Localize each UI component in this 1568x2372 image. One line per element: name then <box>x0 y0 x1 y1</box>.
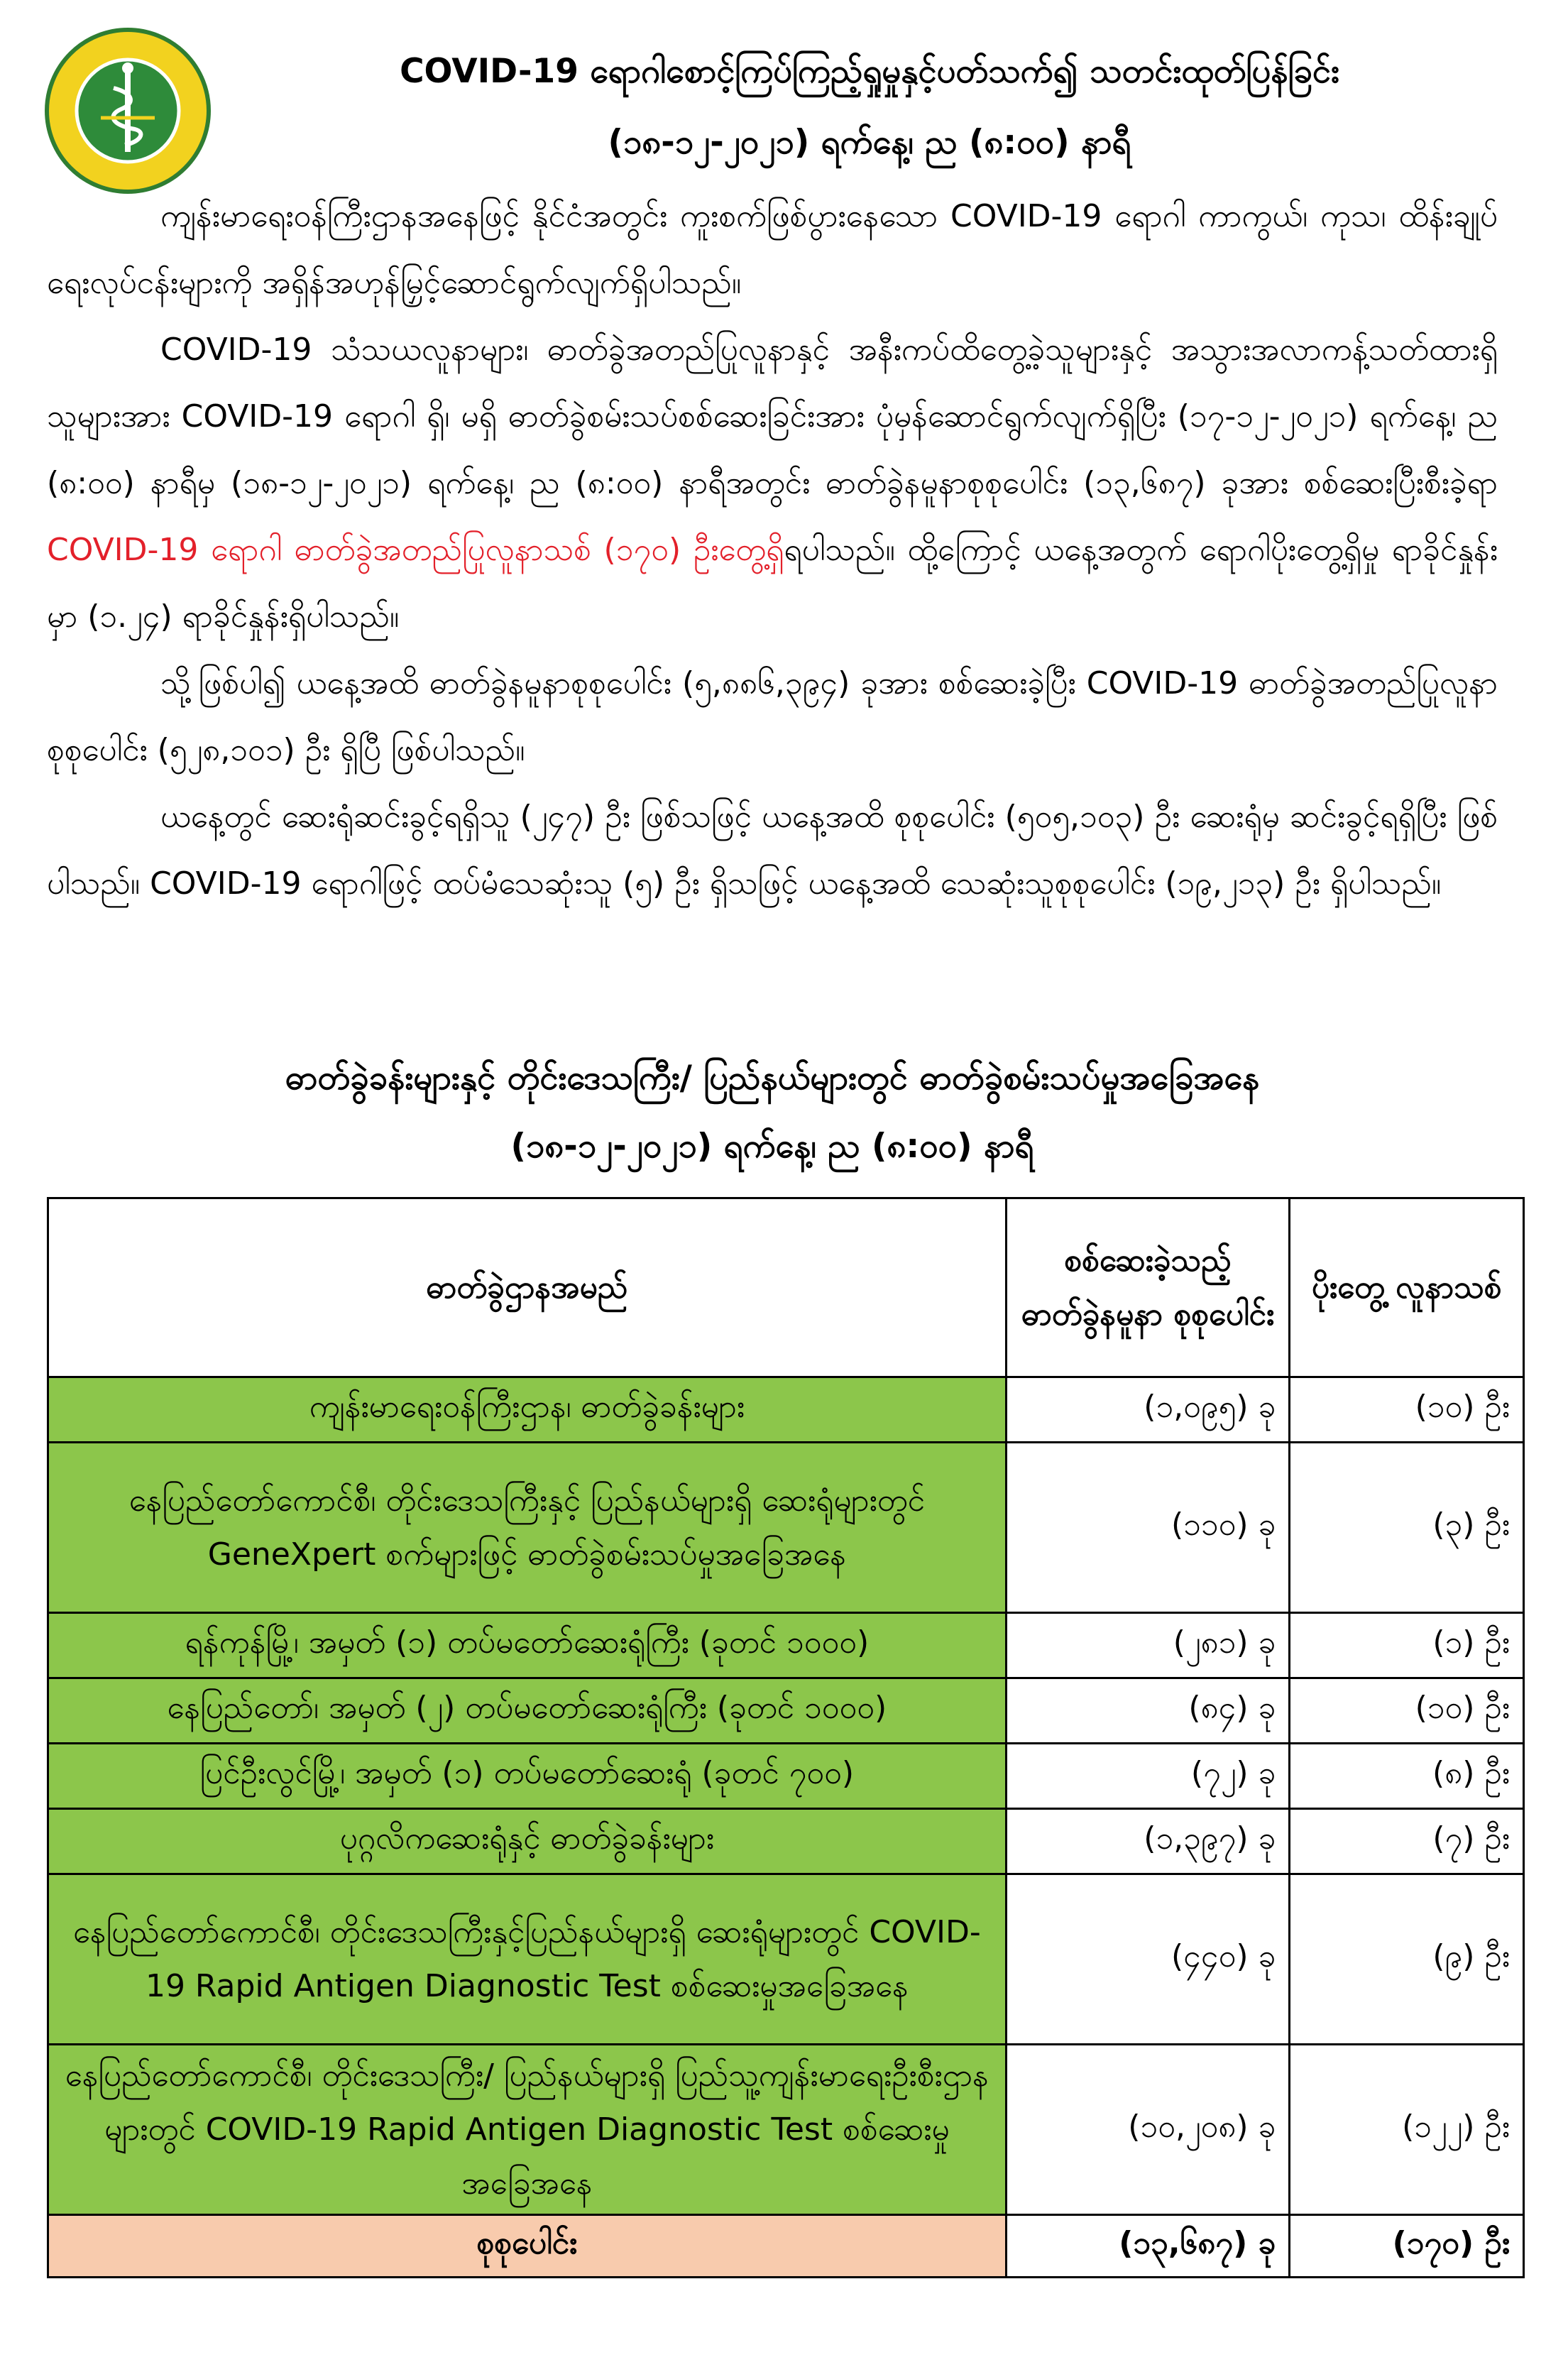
paragraph-1: ကျန်းမာရေးဝန်ကြီးဌာနအနေဖြင့် နိုင်ငံအတွင်း ကူးစက်ဖြစ်ပွားနေသော COVID-19 ရောဂါ ကာကွယ်၊ ကုသ၊ ထိန်းချုပ်ရေးလုပ်ငန်းများကို အရှိန်အဟုန်မြှင့်ဆောင်ရွက်လျက်ရှိပါသည်။ <box>47 198 1498 301</box>
row-tested: (၇၂) ခု <box>1006 1744 1290 1809</box>
row-lab-name: နေပြည်တော်၊ အမှတ် (၂) တပ်မတော်ဆေးရုံကြီး (ခုတင် ၁၀၀၀) <box>48 1678 1007 1744</box>
row-tested: (၁၀,၂၀၈) ခု <box>1006 2045 1290 2215</box>
table-row <box>48 1744 1524 1809</box>
total-label: စုစုပေါင်း <box>48 2215 1007 2278</box>
row-tested: (၈၄) ခု <box>1006 1678 1290 1744</box>
row-lab-name: နေပြည်တော်ကောင်စီ၊ တိုင်းဒေသကြီးနှင့်ပြည်နယ်များရှိ ဆေးရုံများတွင် COVID-19 Rapid Antigen Diagnostic Test စစ်ဆေးမှုအခြေအနေ <box>48 1874 1007 2045</box>
row-positive: (၁၀) ဦး <box>1290 1377 1524 1443</box>
row-tested: (၁၁၀) ခု <box>1006 1443 1290 1613</box>
table-row <box>48 1443 1524 1613</box>
paragraph-3: သို့ဖြစ်ပါ၍ ယနေ့အထိ ဓာတ်ခွဲနမူနာစုစုပေါင်း (၅,၈၈၆,၃၉၄) ခုအား စစ်ဆေးခဲ့ပြီး COVID-19 ဓာတ်ခွဲအတည်ပြုလူနာ စုစုပေါင်း (၅၂၈,၁၀၁) ဦး ရှိပြီ ဖြစ်ပါသည်။ <box>47 665 1498 768</box>
row-lab-name: ပြင်ဦးလွင်မြို့၊ အမှတ် (၁) တပ်မတော်ဆေးရုံ (ခုတင် ၇၀၀) <box>48 1744 1007 1809</box>
row-positive: (၁) ဦး <box>1290 1613 1524 1678</box>
lab-testing-table <box>47 1197 1525 2278</box>
document-date: (၁၈-၁၂-၂၀၂၁) ရက်နေ့၊ ည (၈:၀၀) နာရီ <box>608 123 1131 162</box>
row-lab-name: ကျန်းမာရေးဝန်ကြီးဌာန၊ ဓာတ်ခွဲခန်းများ <box>48 1377 1007 1443</box>
row-tested: (၁,၀၉၅) ခု <box>1006 1377 1290 1443</box>
row-tested: (၂၈၁) ခု <box>1006 1613 1290 1678</box>
row-positive: (၁၀) ဦး <box>1290 1678 1524 1744</box>
row-positive: (၇) ဦး <box>1290 1809 1524 1874</box>
paragraph-2 <box>47 317 1498 650</box>
table-row <box>48 1377 1524 1443</box>
table-row <box>48 2045 1524 2215</box>
table-total-row <box>48 2215 1524 2278</box>
header-lab-name: ဓာတ်ခွဲဌာနအမည် <box>48 1198 1007 1377</box>
row-tested: (၁,၃၉၇) ခု <box>1006 1809 1290 1874</box>
row-lab-name: နေပြည်တော်ကောင်စီ၊ တိုင်းဒေသကြီး/ ပြည်နယ်များရှိ ပြည်သူ့ကျန်းမာရေးဦးစီးဌာနများတွင် COVID-19 Rapid Antigen Diagnostic Test စစ်ဆေးမှုအခြေအနေ <box>48 2045 1007 2215</box>
total-tested: (၁၃,၆၈၇) ခု <box>1006 2215 1290 2278</box>
table-row <box>48 1809 1524 1874</box>
table-row <box>48 1874 1524 2045</box>
row-positive: (၁၂၂) ဦး <box>1290 2045 1524 2215</box>
new-cases-highlight: COVID-19 ရောဂါ ဓာတ်ခွဲအတည်ပြုလူနာသစ် (၁၇၀) ဦးတွေ့ရှိ <box>47 532 784 568</box>
table-row <box>48 1613 1524 1678</box>
total-positive: (၁၇၀) ဦး <box>1290 2215 1524 2278</box>
row-positive: (၈) ဦး <box>1290 1744 1524 1809</box>
body-text <box>47 183 1498 917</box>
ministry-of-health-logo <box>43 26 213 196</box>
table-header-row <box>48 1198 1524 1377</box>
row-lab-name: နေပြည်တော်ကောင်စီ၊ တိုင်းဒေသကြီးနှင့် ပြည်နယ်များရှိ ဆေးရုံများတွင် GeneXpert စက်များဖြင့် ဓာတ်ခွဲစမ်းသပ်မှုအခြေအနေ <box>48 1443 1007 1613</box>
row-lab-name: ရန်ကုန်မြို့၊ အမှတ် (၁) တပ်မတော်ဆေးရုံကြီး (ခုတင် ၁၀၀၀) <box>48 1613 1007 1678</box>
row-tested: (၄၄၀) ခု <box>1006 1874 1290 2045</box>
table-row <box>48 1678 1524 1744</box>
paragraph-2-text-end: ရပါသည်။ ထို့ကြောင့် ယနေ့အတွက် ရောဂါပိုးတွေ့ရှိမှု ရာခိုင်နှုန်းမှာ (၁.၂၄) ရာခိုင်နှုန်းရှိပါသည်။ <box>47 532 1498 635</box>
paragraph-4: ယနေ့တွင် ဆေးရုံဆင်းခွင့်ရရှိသူ (၂၄၇) ဦး ဖြစ်သဖြင့် ယနေ့အထိ စုစုပေါင်း (၅၀၅,၁၀၃) ဦး ဆေးရုံမှ ဆင်းခွင့်ရရှိပြီး ဖြစ်ပါသည်။ COVID-19 ရောဂါဖြင့် ထပ်မံသေဆုံးသူ (၅) ဦး ရှိသဖြင့် ယနေ့အထိ သေဆုံးသူစုစုပေါင်း (၁၉,၂၁၃) ဦး ရှိပါသည်။ <box>47 799 1498 902</box>
section-title: ဓာတ်ခွဲခန်းများနှင့် တိုင်းဒေသကြီး/ ပြည်နယ်များတွင် ဓာတ်ခွဲစမ်းသပ်မှုအခြေအနေ <box>285 1059 1260 1098</box>
document-title: COVID-19 ရောဂါစောင့်ကြပ်ကြည့်ရှုမှုနှင့်ပတ်သက်၍ သတင်းထုတ်ပြန်ခြင်း <box>400 52 1339 91</box>
header-positive: ပိုးတွေ့ လူနာသစ် <box>1290 1198 1524 1377</box>
paragraph-2-text: COVID-19 သံသယလူနာများ၊ ဓာတ်ခွဲအတည်ပြုလူနာနှင့် အနီးကပ်ထိတွေ့ခဲ့သူများနှင့် အသွားအလာကန့်သတ်ထားရှိသူများအား COVID-19 ရောဂါ ရှိ၊ မရှိ ဓာတ်ခွဲစမ်းသပ်စစ်ဆေးခြင်းအား ပုံမှန်ဆောင်ရွက်လျက်ရှိပြီး (၁၇-၁၂-၂၀၂၁) ရက်နေ့၊ ည (၈:၀၀) နာရီမှ (၁၈-၁၂-၂၀၂၁) ရက်နေ့၊ ည (၈:၀၀) နာရီအတွင်း ဓာတ်ခွဲနမူနာစုစုပေါင်း (၁၃,၆၈၇) ခုအား စစ်ဆေးပြီးစီးခဲ့ရာ <box>47 332 1498 501</box>
row-positive: (၉) ဦး <box>1290 1874 1524 2045</box>
section-date: (၁၈-၁၂-၂၀၂၁) ရက်နေ့၊ ည (၈:၀၀) နာရီ <box>510 1127 1034 1166</box>
header-tested: စစ်ဆေးခဲ့သည့် ဓာတ်ခွဲနမူနာ စုစုပေါင်း <box>1006 1198 1290 1377</box>
row-lab-name: ပုဂ္ဂလိကဆေးရုံနှင့် ဓာတ်ခွဲခန်းများ <box>48 1809 1007 1874</box>
row-positive: (၃) ဦး <box>1290 1443 1524 1613</box>
